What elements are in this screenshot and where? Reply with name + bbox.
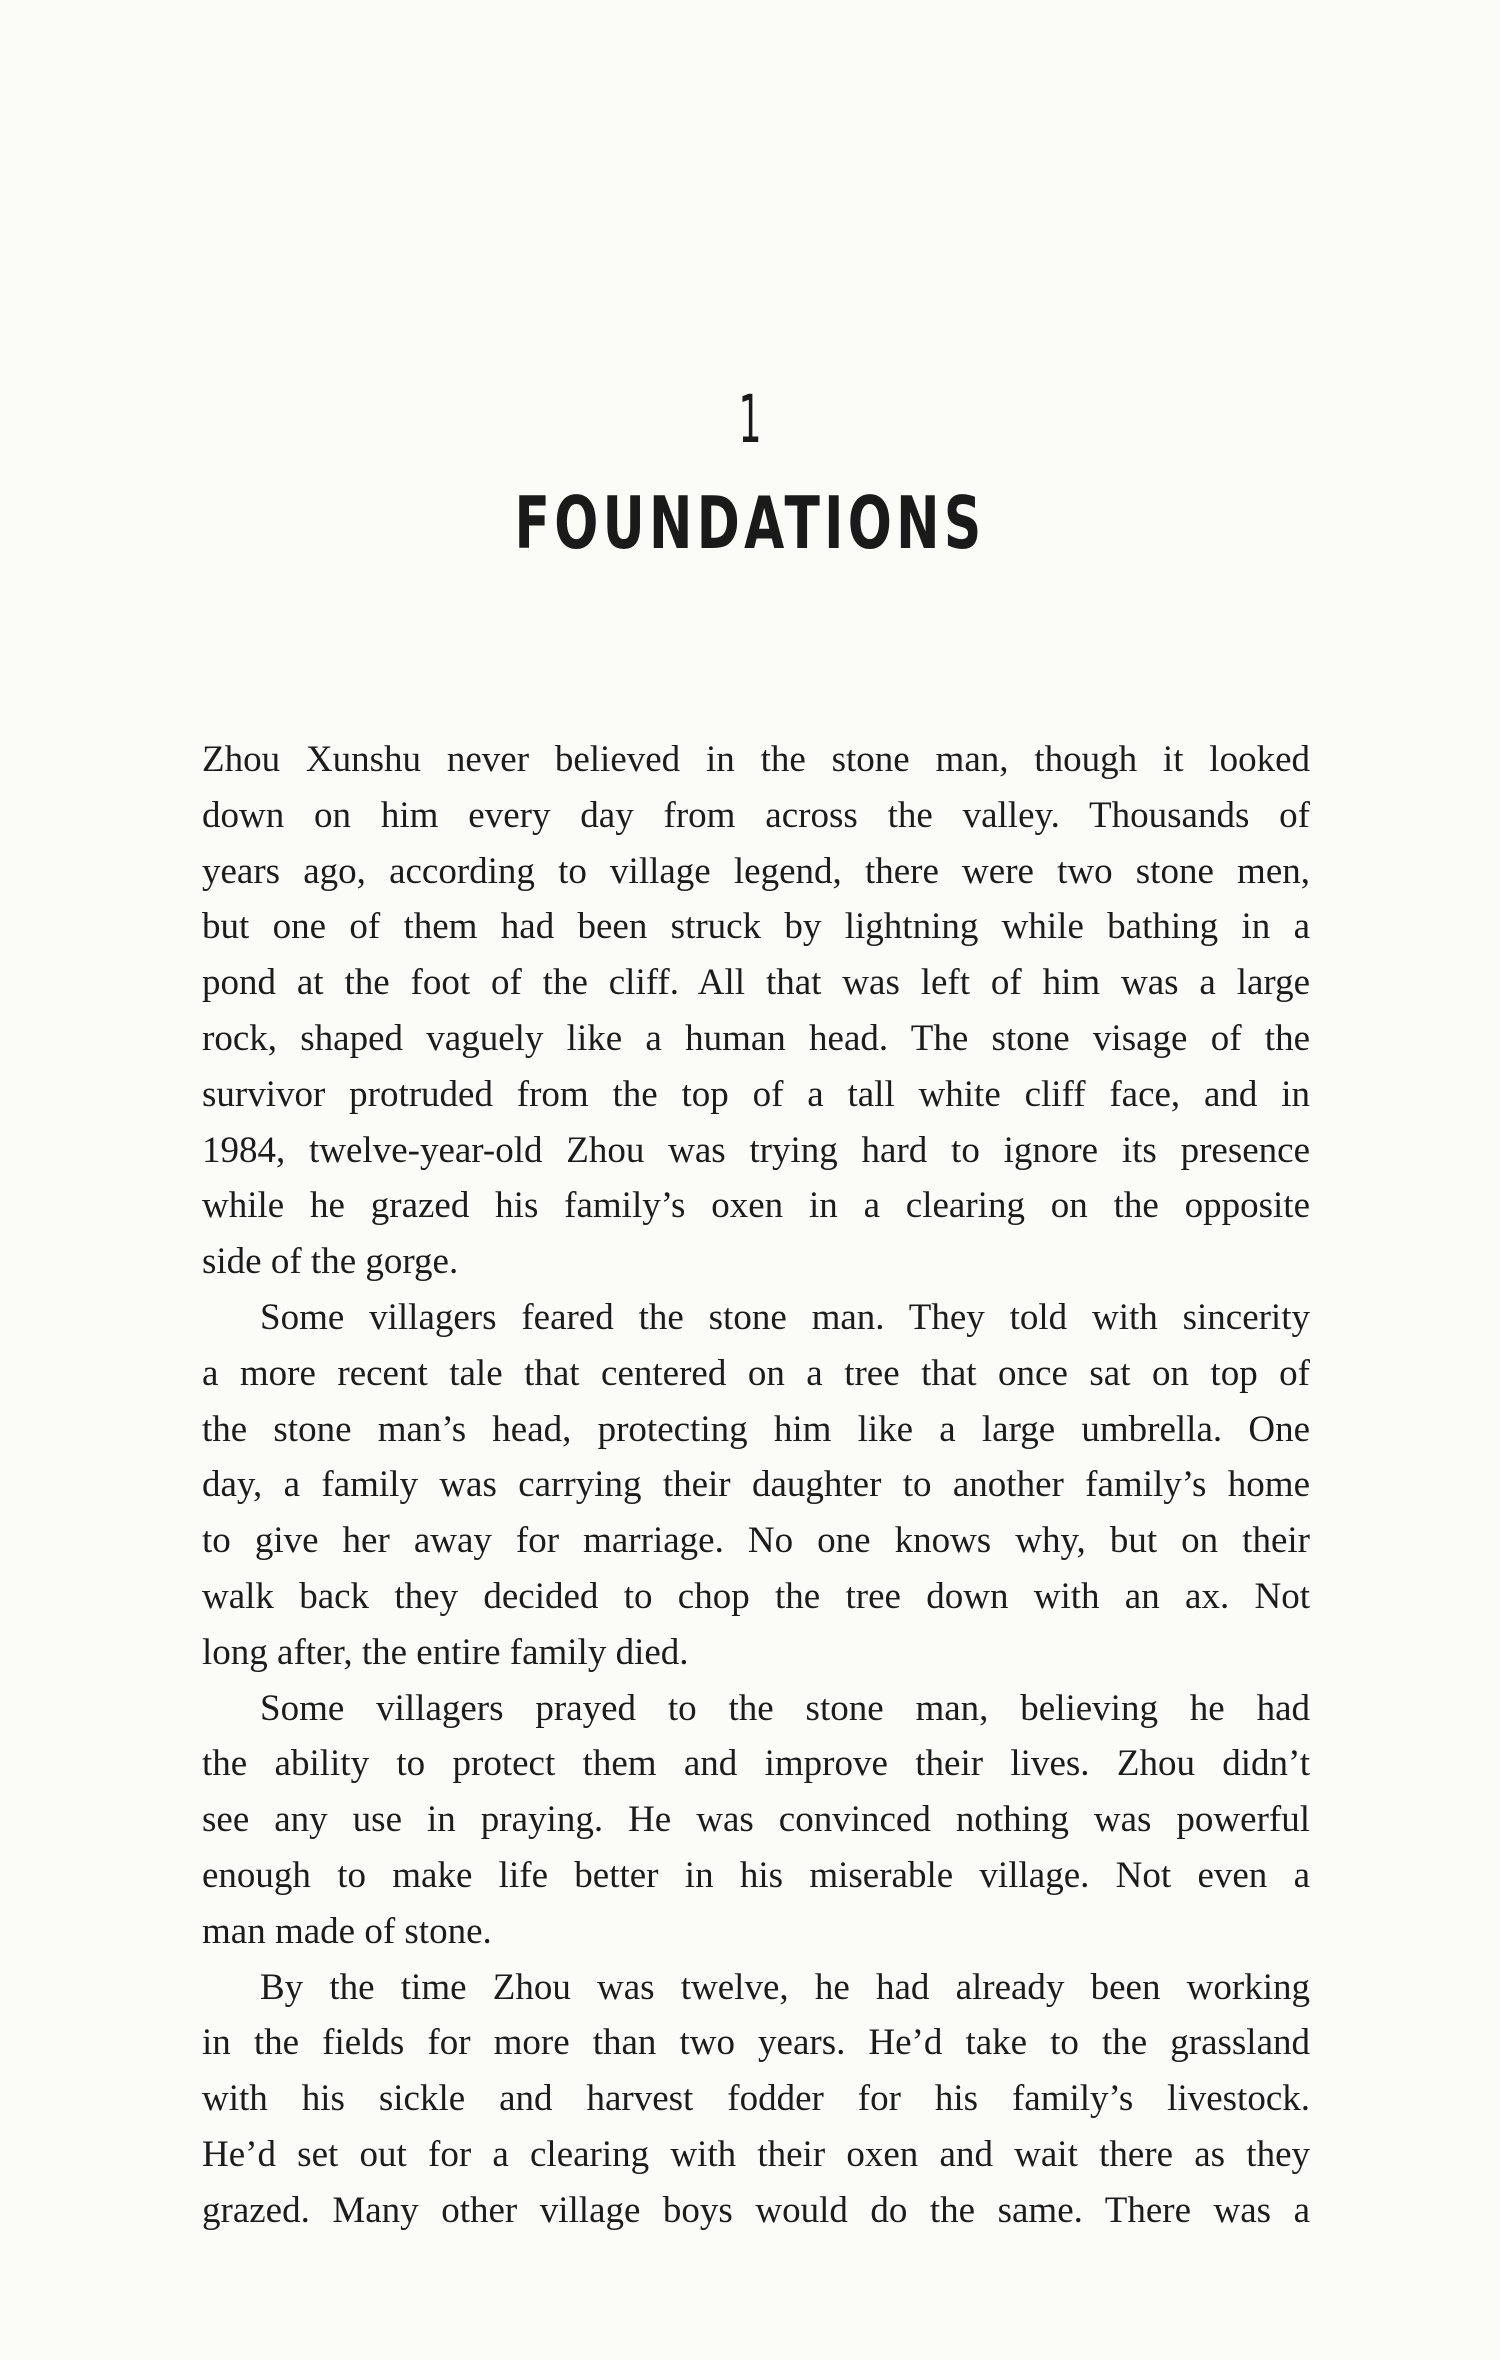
paragraph-1 (202, 732, 1310, 1290)
text-line: to give her away for marriage. No one knows why, but on their (202, 1520, 1310, 1562)
chapter-number: 1 (738, 381, 762, 458)
text-line: walk back they decided to chop the tree down with an ax. Not (202, 1575, 1310, 1617)
text-line: grazed. Many other village boys would do the same. There was a (202, 2189, 1310, 2231)
text-line: while he grazed his family’s oxen in a clearing on the opposite (202, 1185, 1310, 1227)
text-line: enough to make life better in his miserable village. Not even a (202, 1854, 1310, 1896)
text-line: Zhou Xunshu never believed in the stone man, though it looked (202, 739, 1310, 780)
text-line: side of the gorge. (202, 1241, 459, 1283)
paragraph-3 (202, 1681, 1310, 1960)
text-line: pond at the foot of the cliff. All that was left of him was a large (202, 962, 1310, 1004)
text-line: in the fields for more than two years. He’d take to the grassland (202, 2022, 1310, 2064)
text-line: the ability to protect them and improve their lives. Zhou didn’t (202, 1743, 1310, 1785)
text-line: day, a family was carrying their daughter to another family’s home (202, 1464, 1310, 1506)
text-line: He’d set out for a clearing with their oxen and wait there as they (202, 2133, 1310, 2175)
text-line: the stone man’s head, protecting him like a large umbrella. One (202, 1408, 1310, 1450)
text-line: but one of them had been struck by lightning while bathing in a (202, 906, 1310, 948)
text-line: long after, the entire family died. (202, 1631, 689, 1673)
text-line: see any use in praying. He was convinced nothing was powerful (202, 1799, 1310, 1841)
chapter-title: FOUNDATIONS (514, 481, 986, 565)
chapter-body (202, 732, 1310, 2239)
text-line: with his sickle and harvest fodder for his family’s livestock. (202, 2078, 1310, 2120)
text-line: 1984, twelve-year-old Zhou was trying hard to ignore its presence (202, 1129, 1310, 1171)
text-line: Some villagers feared the stone man. They told with sincerity (260, 1296, 1310, 1338)
paragraph-2 (202, 1290, 1310, 1681)
text-line: years ago, according to village legend, there were two stone men, (202, 850, 1310, 892)
text-line: By the time Zhou was twelve, he had already been working (260, 1966, 1310, 2008)
text-line: down on him every day from across the valley. Thousands of (202, 794, 1310, 836)
text-line: rock, shaped vaguely like a human head. The stone visage of the (202, 1017, 1310, 1059)
text-line: Some villagers prayed to the stone man, believing he had (260, 1687, 1310, 1729)
paragraph-4 (202, 1960, 1310, 2239)
text-line: a more recent tale that centered on a tree that once sat on top of (202, 1352, 1310, 1394)
text-line: man made of stone. (202, 1910, 492, 1952)
text-line: survivor protruded from the top of a tall white cliff face, and in (202, 1073, 1310, 1115)
